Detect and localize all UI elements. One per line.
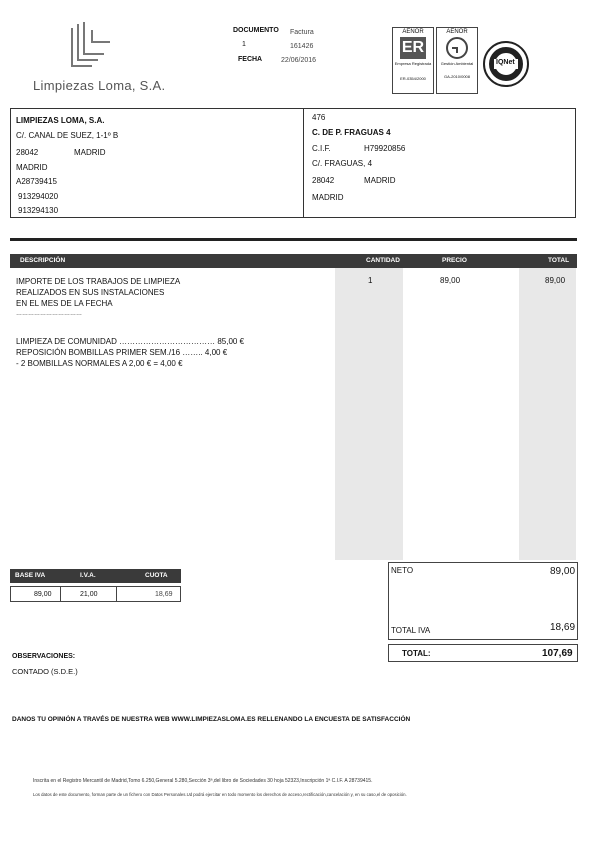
observaciones-text: CONTADO (S.D.E.) (12, 667, 78, 676)
issuer-cif: A28739415 (16, 177, 57, 186)
company-logo (66, 20, 116, 72)
doc-label: DOCUMENTO (233, 27, 279, 34)
date-label: FECHA (238, 56, 263, 63)
grand-total-label: TOTAL: (402, 649, 431, 658)
header-quantity: CANTIDAD (366, 257, 400, 264)
issuer-postcode: 28042 (16, 148, 39, 157)
item-price: 89,00 (440, 276, 461, 285)
description-line: …………………………… (16, 311, 82, 317)
aenor-er-badge (392, 27, 434, 94)
tax-base-value: 89,00 (34, 591, 52, 598)
gestion-caption: Gestión Ambiental (440, 61, 474, 66)
breakdown-line: - 2 BOMBILLAS NORMALES A 2,00 € = 4,00 € (16, 359, 183, 368)
aenor-label: AENOR (402, 29, 424, 35)
total-column (519, 268, 576, 560)
client-street: C/. FRAGUAS, 4 (312, 159, 373, 168)
description-line: EN EL MES DE LA FECHA (16, 299, 113, 308)
doc-date: 22/06/2016 (281, 57, 317, 64)
survey-text: DANOS TU OPINIÓN A TRAVÉS DE NUESTRA WEB WWW.LIMPIEZASLOMA.ES RELLENANDO LA ENCUESTA DE SATISFACCIÓN (12, 716, 411, 723)
description-line: REALIZADOS EN SUS INSTALACIONES (16, 288, 165, 297)
tax-iva-value: 21,00 (80, 591, 98, 598)
issuer-phone-2: 913294130 (18, 206, 59, 215)
header-description: DESCRIPCIÓN (20, 257, 66, 264)
neto-label: NETO (391, 566, 414, 575)
breakdown-line: LIMPIEZA DE COMUNIDAD ……………………………… 85,00 € (16, 337, 245, 346)
doc-series: 1 (242, 41, 246, 48)
description-line: IMPORTE DE LOS TRABAJOS DE LIMPIEZA (16, 277, 181, 286)
item-breakdown (16, 336, 244, 369)
client-name: C. DE P. FRAGUAS 4 (312, 128, 391, 137)
total-iva-value: 18,69 (550, 622, 576, 633)
client-province: MADRID (312, 193, 344, 202)
er-code: ER-0354/2000 (400, 76, 426, 81)
header-total: TOTAL (548, 257, 570, 264)
table-top-rule (10, 238, 577, 241)
item-description (16, 276, 180, 320)
registry-text: Inscrita en el Registro Mercantil de Madrid,Tomo 6.250,General 5.280,Sección 3ª,del libro de Sociedades 30 hoja 52323,Inscripción 1ª C.I.F. A 28739415. (33, 778, 373, 784)
issuer-phone-1: 913294020 (18, 192, 59, 201)
breakdown-line: REPOSICIÓN BOMBILLAS PRIMER SEM./16 …….. 4,00 € (16, 348, 228, 357)
client-postcode: 28042 (312, 176, 335, 185)
iqnet-label: IQNet (496, 59, 515, 66)
issuer-street: C/. CANAL DE SUEZ, 1-1º B (16, 131, 119, 140)
er-mark: ER (400, 37, 426, 59)
doc-type: Factura (290, 29, 314, 36)
aenor-gestion-badge (436, 27, 478, 94)
table-header (10, 254, 577, 268)
issuer-city: MADRID (74, 148, 106, 157)
tax-header-base: BASE IVA (15, 572, 46, 579)
client-code: 476 (312, 113, 326, 122)
er-caption: Empresa Registrada (394, 61, 432, 66)
tax-separator (60, 586, 61, 602)
tax-separator (116, 586, 117, 602)
gestion-ambiental-icon (444, 36, 470, 60)
aenor-label-2: AENOR (446, 29, 468, 35)
grand-total-value: 107,69 (542, 648, 573, 659)
privacy-text: Los datos de este documento, forman parte de un fichero con Datos Personales.Ud podrá ejercitar en todo momento los derechos de acceso,rectificación,cancelación y, en su caso,el de oposición. (33, 792, 407, 797)
client-cif-label: C.I.F. (312, 144, 331, 153)
total-iva-label: TOTAL IVA (391, 626, 431, 635)
client-city: MADRID (364, 176, 396, 185)
item-quantity: 1 (368, 276, 373, 285)
company-name: Limpiezas Loma, S.A. (33, 78, 166, 93)
item-total: 89,00 (545, 276, 566, 285)
tax-header-cuota: CUOTA (145, 572, 168, 579)
issuer-name: LIMPIEZAS LOMA, S.A. (16, 116, 105, 125)
quantity-column (335, 268, 403, 560)
gestion-code: GA-2010/0008 (443, 74, 471, 79)
tax-header-iva: I.V.A. (80, 572, 96, 579)
issuer-province: MADRID (16, 163, 48, 172)
header-price: PRECIO (442, 257, 467, 264)
observaciones-label: OBSERVACIONES: (12, 653, 76, 660)
address-divider (303, 108, 304, 218)
doc-number: 161426 (290, 43, 314, 50)
tax-cuota-value: 18,69 (155, 591, 173, 598)
client-cif: H79920856 (364, 144, 406, 153)
neto-value: 89,00 (550, 566, 576, 577)
